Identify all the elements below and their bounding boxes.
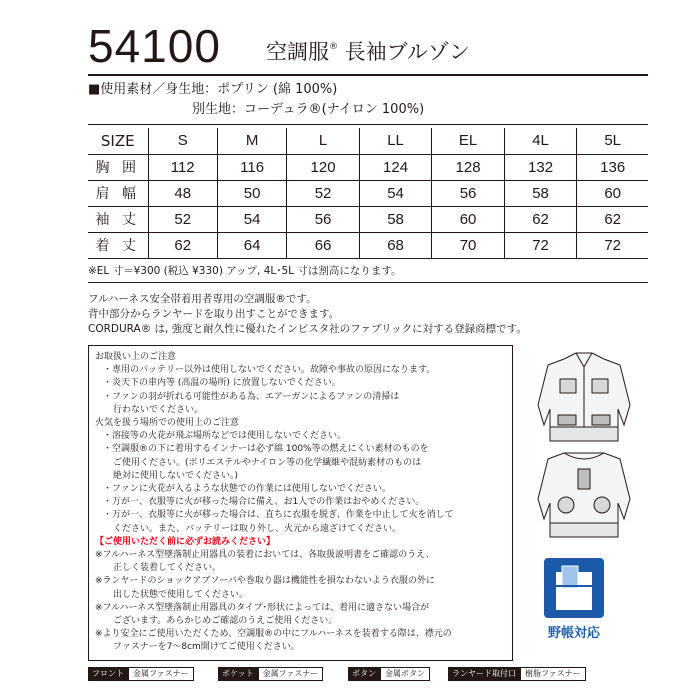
size-cell: 54: [359, 180, 432, 206]
size-row: [88, 180, 648, 206]
spec-pocket: ポケット 金属ファスナー: [218, 667, 323, 681]
size-cell: 4L: [504, 128, 577, 154]
product-name: [266, 32, 470, 67]
size-cell: EL: [432, 128, 505, 154]
size-cell: LL: [359, 128, 432, 154]
caution-line: 行わないでください。: [113, 404, 204, 415]
caution-line: ※より安全にご使用いただくため、空調服®の中にフルハーネスを装着する際は、襟元の: [95, 629, 452, 640]
size-cell: 48: [148, 180, 217, 206]
caution-line: 出した状態で使用してください。: [113, 589, 249, 600]
caution-line: ファスナーを7～8cm開けてご使用ください。: [113, 642, 300, 653]
size-cell: 72: [577, 232, 648, 258]
size-cell: S: [148, 128, 217, 154]
header-rule: [88, 74, 648, 76]
size-cell: 136: [577, 154, 648, 180]
notebook-pocket-label: 野帳対応: [547, 626, 600, 641]
caution-line: ございます。あらかじめご確認のうえご使用ください。: [113, 616, 338, 627]
caution-line: ください。また、バッテリーは取り外し、火元から遠ざけてください。: [113, 523, 402, 534]
jacket-front-icon: [538, 353, 630, 441]
caution-line: ※フルハーネス型墜落制止用器具の装着においては、各取扱説明書をご確認のうえ、: [95, 550, 435, 561]
size-cell: 64: [217, 232, 286, 258]
size-row: [88, 206, 648, 232]
size-cell: 56: [287, 206, 360, 232]
size-cell: 66: [287, 232, 360, 258]
caution-line: ご使用ください。(ポリエステルやナイロン等の化学繊維や混紡素材のものは: [113, 457, 422, 468]
caution-line: 絶対に使用しないでください。): [113, 470, 239, 481]
caution-line: ※フルハーネス型墜落制止用器具のタイプ･形状によっては、着用に適さない場合が: [95, 602, 430, 613]
price-note: ※EL 寸＝¥300 (税込 ¥330) アップ, 4L･5L 寸は割高になります。: [88, 265, 402, 277]
product-suffix: 長袖ブルゾン: [338, 40, 470, 64]
caution-line: ・空調服®の下に着用するインナーは必ず綿 100%等の燃えにくい素材のものを: [103, 444, 429, 455]
size-header-row: [88, 128, 648, 154]
size-cell: 50: [217, 180, 286, 206]
caution-line: ・ファンの羽が折れる可能性がある為、エアーガンによるファンの清掃は: [103, 391, 400, 402]
caution-warning-heading: 【ご使用いただく前に必ずお読みください】: [95, 536, 276, 547]
size-cell: 60: [432, 206, 505, 232]
size-cell: 124: [359, 154, 432, 180]
size-cell: 120: [287, 154, 360, 180]
size-cell: 116: [217, 154, 286, 180]
caution-line: 正しく装着してください。: [113, 563, 222, 574]
size-row-label: 着 丈: [88, 232, 148, 258]
size-cell: M: [217, 128, 286, 154]
jacket-back-icon: [538, 453, 630, 537]
jacket-illustration: [520, 345, 648, 545]
caution-line: ・万が一、衣服等に火が移った場合は、直ちに衣服を脱ぎ、作業を中止して火を消して: [103, 510, 454, 521]
size-cell: 132: [504, 154, 577, 180]
caution-line: ・炎天下の車内等 (高温の場所) に放置しないでください。: [103, 378, 341, 389]
description-line-2: 背中部分からランヤードを取り出すことができます。: [88, 308, 340, 320]
size-cell: 54: [217, 206, 286, 232]
size-cell: 60: [577, 180, 648, 206]
size-cell: 58: [504, 180, 577, 206]
size-cell: 70: [432, 232, 505, 258]
size-cell: 5L: [577, 128, 648, 154]
size-row-label: 胸 囲: [88, 154, 148, 180]
spec-bar: [88, 667, 648, 683]
description-line-3: CORDURA® は, 強度と耐久性に優れたインビスタ社のファブリックに対する登録商標です。: [88, 323, 527, 335]
caution-line: ・万が一、衣服等に火が移った場合に備え、お1人での作業はおやめください。: [103, 497, 425, 508]
caution-line: ・ファンに火花が入るような状態での作業には使用しないでください。: [103, 484, 391, 495]
size-cell: 52: [287, 180, 360, 206]
size-cell: 58: [359, 206, 432, 232]
size-row-label: 袖 丈: [88, 206, 148, 232]
caution-line: ・溶接等の火花が飛ぶ場所などでは使用しないでください。: [103, 431, 347, 442]
size-row-label: SIZE: [88, 128, 148, 154]
size-row: [88, 154, 648, 180]
size-cell: 52: [148, 206, 217, 232]
spec-button: ボタン 金属ボタン: [348, 667, 430, 681]
caution-line: 火気を扱う場所での使用上のご注意: [95, 418, 240, 429]
header: [88, 18, 648, 74]
size-cell: 62: [504, 206, 577, 232]
size-cell: L: [287, 128, 360, 154]
size-table: [88, 128, 648, 259]
product-prefix: 空調服: [266, 40, 329, 64]
size-cell: 56: [432, 180, 505, 206]
table-top-rule: [88, 124, 648, 125]
size-cell: 68: [359, 232, 432, 258]
registered-mark: ®: [329, 42, 338, 52]
size-cell: 62: [577, 206, 648, 232]
note-rule: [88, 282, 648, 283]
size-cell: 62: [148, 232, 217, 258]
caution-box: [88, 345, 513, 661]
caution-line: ※ランヤードのショックアブソーバや巻取り器は機能性を損なわないよう衣服の外に: [95, 576, 435, 587]
size-cell: 128: [432, 154, 505, 180]
description-line-1: フルハーネス安全帯着用者専用の空調服®です。: [88, 293, 317, 305]
spec-lanyard: ランヤード取付口 樹脂ファスナー: [448, 667, 586, 681]
material-sub: 別生地：コーデュラ®(ナイロン 100%): [192, 102, 425, 117]
size-cell: 72: [504, 232, 577, 258]
size-row: [88, 232, 648, 258]
caution-line: お取扱い上のご注意: [95, 352, 177, 362]
size-cell: 112: [148, 154, 217, 180]
material-main: ■使用素材／身生地：ポプリン (綿 100%): [88, 82, 338, 97]
spec-front: フロント 金属ファスナー: [88, 667, 194, 681]
size-row-label: 肩 幅: [88, 180, 148, 206]
model-number: 54100: [88, 20, 221, 72]
caution-line: ・専用のバッテリー以外は使用しないでください。故障や事故の原因になります。: [103, 365, 436, 376]
